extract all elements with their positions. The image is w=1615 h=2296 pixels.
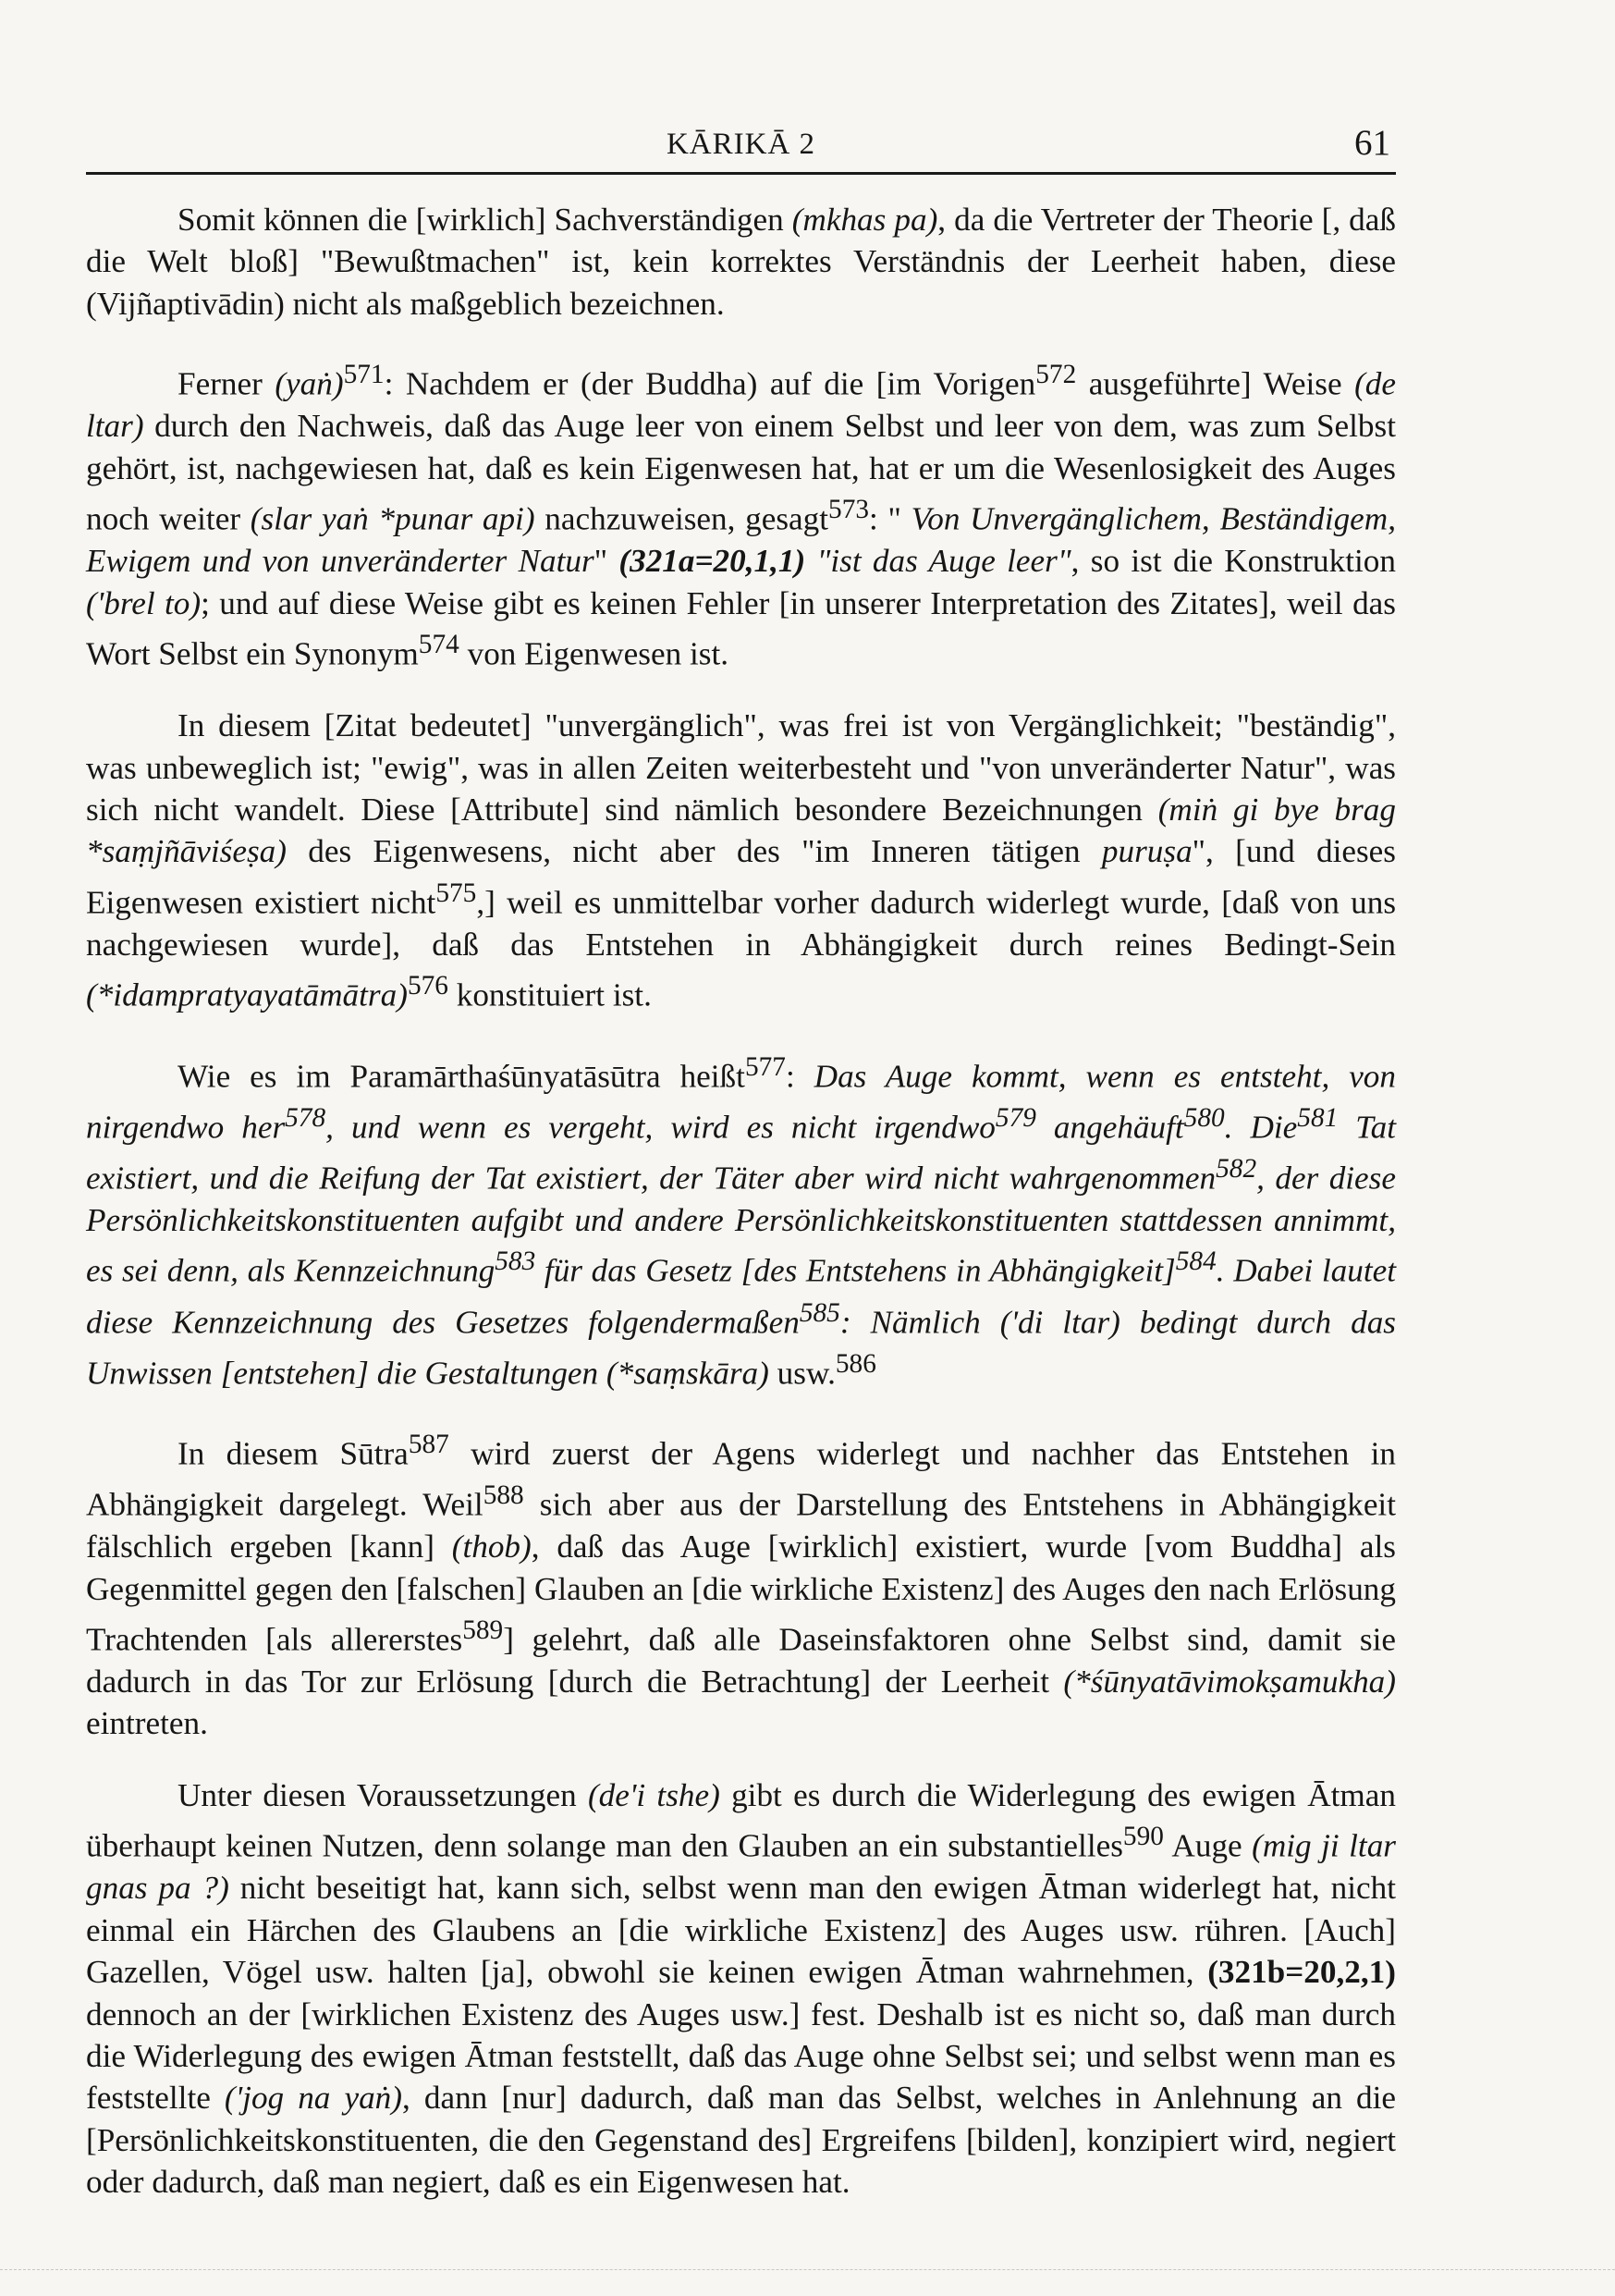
italic-text: (mig ji ltar gnas pa ?) (86, 1828, 1396, 1907)
text-run: ausgeführte] Weise (1076, 365, 1355, 402)
footnote-ref: 579 (995, 1102, 1036, 1133)
text-run: Somit können die [wirklich] Sachverständigen (177, 202, 792, 238)
footnote-ref: 580 (1183, 1102, 1225, 1133)
footnote-ref: 583 (495, 1246, 536, 1277)
italic-text: (yaṅ) (275, 365, 344, 402)
italic-text: (*śūnyatāvimokṣamukha) (1063, 1664, 1396, 1701)
text-run: gibt es durch die Widerlegung des ewigen Ātman überhaupt keinen Nutzen, denn solange man den Glauben an ein substantielles (86, 1776, 1396, 1865)
paragraph (86, 1047, 1396, 1394)
text-run: Ferner (177, 365, 275, 402)
text-run: sich aber aus der Darstellung des Entstehens in Abhängigkeit fälschlich ergeben [kann] (86, 1486, 1396, 1565)
footnote-ref: 576 (407, 971, 448, 1001)
page-edge-line (0, 2269, 1615, 2270)
paragraph (86, 705, 1396, 1016)
italic-text: . Dabei lautet diese Kennzeichnung des Gesetzes folgendermaßen (86, 1253, 1396, 1341)
text-run: ; und auf diese Weise gibt es keinen Fehler [in unserer Interpretation des Zitates], weil das Wort Selbst ein Synonym (86, 584, 1396, 672)
text-run: : Nachdem er (der Buddha) auf die [im Vorigen (384, 365, 1036, 402)
text-run: dennoch an der [wirklichen Existenz des Auges usw.] fest. Deshalb ist es nicht so, daß man durch die Widerlegung des ewigen Ātman feststellt, daß das Auge ohne Selbst sei; und selbst wenn man es feststellte (86, 1995, 1396, 2117)
page-number: 61 (1354, 123, 1390, 163)
italic-text: Das Auge kommt, wenn es entsteht, von nirgendwo her (86, 1058, 1396, 1146)
italic-text: (slar yaṅ *punar api) (250, 500, 535, 537)
running-header (86, 118, 1396, 175)
bold-text: (321b=20,2,1) (1207, 1954, 1396, 1991)
text-run: nicht beseitigt hat, kann sich, selbst wenn man den ewigen Ātman widerlegt hat, nicht einmal ein Härchen des Glaubens an [die wirkliche Existenz] des Auges usw. rühren. [Auch] Gazellen, Vögel usw. halten [ja], obwohl sie keinen ewigen Ātman wahrnehmen, (86, 1870, 1396, 1991)
text-run: usw. (768, 1355, 836, 1392)
text-run: : " (869, 500, 911, 537)
footnote-ref: 586 (835, 1348, 876, 1379)
text-run: Auge (1163, 1828, 1253, 1865)
italic-text: Von Unvergänglichem, Beständigem, Ewigem und von unveränderter Natur (86, 500, 1397, 580)
italic-text: "ist das Auge leer" (805, 543, 1071, 580)
body-text (86, 199, 1396, 2204)
footnote-ref: 581 (1297, 1102, 1339, 1133)
footnote-ref: 574 (418, 630, 459, 660)
italic-text: ('brel to) (86, 584, 202, 621)
text-run: , so ist die Konstruktion (1071, 543, 1396, 580)
text-run: des Eigenwesens, nicht aber des "im Inneren tätigen (286, 833, 1102, 870)
text-run: wird zuerst der Agens widerlegt und nachher das Entstehen in Abhängigkeit dargelegt. Weil (86, 1435, 1396, 1523)
italic-text: (miṅ gi bye brag *saṃjñāviśeṣa) (86, 792, 1396, 870)
chapter-title: KĀRIKĀ 2 (666, 128, 816, 161)
text-run: In diesem Sūtra (177, 1435, 409, 1472)
footnote-ref: 584 (1175, 1246, 1217, 1277)
footnote-ref: 589 (462, 1615, 504, 1645)
italic-text: (*idampratyayatāmātra) (86, 977, 408, 1014)
italic-text: . Die (1224, 1109, 1298, 1146)
italic-text: angehäuft (1035, 1109, 1184, 1146)
italic-text: (de ltar) (86, 365, 1396, 445)
italic-text: (thob) (451, 1529, 532, 1565)
italic-text: , und wenn es vergeht, wird es nicht irgendwo (325, 1109, 996, 1146)
italic-text: (de'i tshe) (587, 1776, 720, 1813)
italic-text: (mkhas pa) (791, 202, 938, 238)
footnote-ref: 590 (1122, 1822, 1164, 1852)
footnote-ref: 577 (744, 1051, 786, 1082)
italic-text: : Nämlich ('di ltar) bedingt durch das Unwissen [entstehen] die Gestaltungen (*saṃskāra) (86, 1304, 1396, 1392)
text-run: ", [und dieses Eigenwesen existiert nicht (86, 833, 1396, 921)
paragraph (86, 1424, 1396, 1745)
footnote-ref: 585 (799, 1297, 840, 1328)
text-run: In diesem [Zitat bedeutet] "unvergänglich", was frei ist von Vergänglichkeit; "beständig", was unbeweglich ist; "ewig", was in allen Zeiten weiterbesteht und "von unveränderter Natur", was sich nicht wandelt. Diese [Attribute] sind nämlich besondere Bezeichnungen (86, 707, 1396, 829)
text-run: Unter diesen Voraussetzungen (177, 1776, 588, 1813)
text-run: , daß das Auge [wirklich] existiert, wurde [vom Buddha] als Gegenmittel gegen den [falschen] Glauben an [die wirkliche Existenz] des Auges den nach Erlösung Trachtenden [als allererstes (86, 1529, 1396, 1658)
text-run: , da die Vertreter der Theorie [, daß die Welt bloß] "Bewußtmachen" ist, kein korrektes Verständnis der Leerheit haben, diese (Vijñaptivādin) nicht als maßgeblich bezeichnen. (86, 202, 1396, 322)
footnote-ref: 588 (483, 1480, 524, 1510)
footnote-ref: 571 (343, 360, 385, 390)
footnote-ref: 578 (285, 1102, 326, 1133)
footnote-ref: 573 (828, 495, 870, 525)
paragraph (86, 1774, 1396, 2204)
text-run: durch den Nachweis, daß das Auge leer von einem Selbst und leer von dem, was zum Selbst gehört, ist, nachgewiesen hat, daß es kein Eigenwesen hat, hat er um die Wesenlosigkeit des Auges noch weiter (86, 408, 1396, 537)
text-run: ,] weil es unmittelbar vorher dadurch widerlegt wurde, [daß von uns nachgewiesen wurde], daß das Entstehen in Abhängigkeit durch reines Bedingt-Sein (86, 884, 1397, 964)
italic-text: Tat existiert, und die Reifung der Tat existiert, der Täter aber wird nicht wahrgenommen (86, 1109, 1396, 1197)
text-run: , dann [nur] dadurch, daß man das Selbst, welches in Anlehnung an die [Persönlichkeitskonstituenten, die den Gegenstand des] Ergreifens [bilden], konzipiert wird, negiert oder dadurch, daß man negiert, daß es ein Eigenwesen hat. (86, 2080, 1397, 2201)
italic-text: für das Gesetz [des Entstehens in Abhängigkeit] (535, 1253, 1176, 1290)
text-run: Wie es im Paramārthaśūnyatāsūtra heißt (177, 1058, 745, 1095)
text-run: konstituiert ist. (447, 977, 652, 1014)
italic-text: ('jog na yaṅ) (224, 2080, 402, 2117)
italic-text: , der diese Persönlichkeitskonstituenten aufgibt und andere Persönlichkeitskonstituenten stattdessen annimmt, es sei denn, als Kennzeichnung (86, 1160, 1396, 1290)
text-run: eintreten. (86, 1705, 208, 1742)
text-run: von Eigenwesen ist. (459, 635, 729, 672)
text-run: " (593, 543, 619, 580)
paragraph (86, 354, 1396, 675)
footnote-ref: 582 (1216, 1153, 1257, 1184)
text-run: : (785, 1058, 814, 1095)
footnote-ref: 587 (408, 1429, 449, 1459)
paragraph (86, 199, 1396, 325)
footnote-ref: 575 (435, 878, 477, 908)
italic-text: puruṣa (1101, 833, 1193, 870)
footnote-ref: 572 (1035, 360, 1077, 390)
text-run: nachzuweisen, gesagt (534, 500, 829, 537)
bold-italic-text: (321a=20,1,1) (618, 543, 806, 580)
text-run: ] gelehrt, daß alle Daseinsfaktoren ohne Selbst sind, damit sie dadurch in das Tor zur Erlösung [durch die Betrachtung] der Leerheit (86, 1621, 1396, 1701)
